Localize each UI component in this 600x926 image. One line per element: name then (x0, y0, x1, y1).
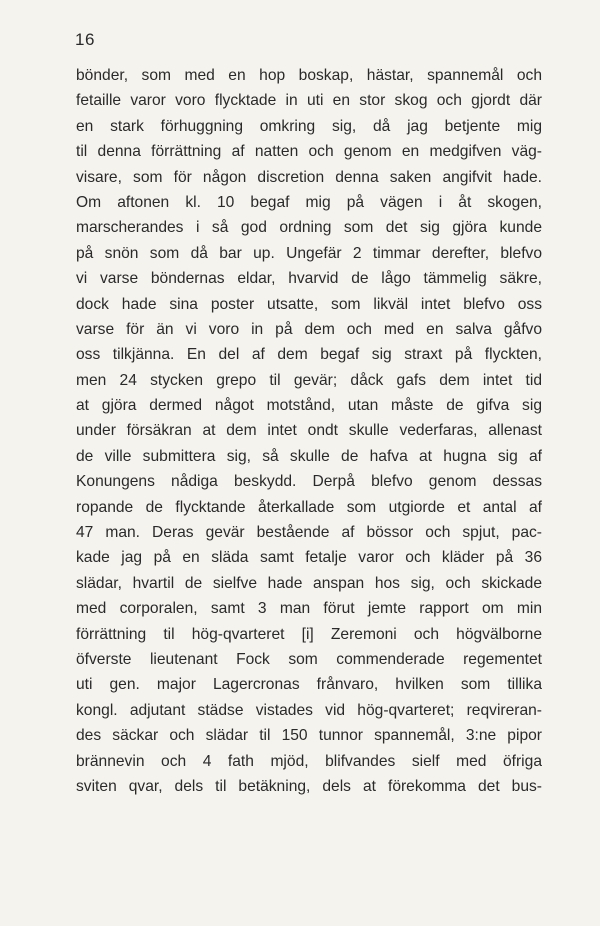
text-line: 47 man. Deras gevär bestående af bössor och spjut, pac- (76, 524, 542, 542)
text-line: at gjöra dermed något motstånd, utan måste de gifva sig (76, 397, 542, 415)
text-line: kongl. adjutant städse vistades vid hög-qvarteret; reqvireran- (76, 701, 542, 719)
text-line: på snön som då bar up. Ungefär 2 timmar derefter, blefvo (76, 244, 542, 262)
text-line: Konungens nådiga beskydd. Derpå blefvo genom dessas (76, 473, 542, 491)
text-line: varse för än vi voro in på dem och med en salva gåfvo (76, 320, 542, 338)
text-line: Om aftonen kl. 10 begaf mig på vägen i åt skogen, (76, 193, 542, 211)
text-line: bönder, som med en hop boskap, hästar, spannemål och (76, 67, 542, 84)
text-line: ropande de flycktande återkallade som utgiorde et antal af (76, 498, 542, 516)
text-line: til denna förrättning af natten och genom en medgifven väg- (76, 143, 542, 161)
text-line: uti gen. major Lagercronas frånvaro, hvilken som tillika (76, 676, 542, 694)
text-line: förrättning til hög-qvarteret [i] Zeremoni och högvälborne (76, 625, 542, 643)
text-line: marscherandes i så god ordning som det sig gjöra kunde (76, 219, 542, 237)
text-line: sviten qvar, dels til betäkning, dels at förekomma det bus- (76, 777, 542, 795)
text-line: kade jag på en släda samt fetalje varor och kläder på 36 (76, 549, 542, 567)
text-line: de ville submittera sig, så skulle de hafva at hugna sig af (76, 447, 542, 465)
text-line: en stark förhuggning omkring sig, då jag betjente mig (76, 117, 542, 135)
text-line: visare, som för någon discretion denna saken angifvit hade. (76, 168, 542, 186)
text-line: med corporalen, samt 3 man förut jemte rapport om min (76, 600, 542, 618)
text-line: slädar, hvartil de sielfve hade anspan hos sig, och skickade (76, 574, 542, 592)
page-number: 16 (75, 30, 95, 49)
text-line: dock hade sina poster utsatte, som likväl intet blefvo oss (76, 295, 542, 313)
text-line: öfverste lieutenant Fock som commenderade regementet (76, 650, 542, 668)
text-line: fetaille varor voro flycktade in uti en stor skog och gjordt där (76, 92, 542, 110)
body-text (76, 63, 542, 799)
text-line: brännevin och 4 fath mjöd, blifvandes sielf med öfriga (76, 752, 542, 770)
text-line: under försäkran at dem intet ondt skulle vederfaras, allenast (76, 422, 542, 440)
text-line: men 24 stycken grepo til gevär; dåck gafs dem intet tid (76, 371, 542, 389)
text-line: oss tilkjänna. En del af dem begaf sig straxt på flyckten, (76, 346, 542, 364)
text-line: vi varse böndernas eldar, hvarvid de lågo tämmelig säkre, (76, 270, 542, 288)
text-line: des säckar och slädar til 150 tunnor spannemål, 3:ne pipor (76, 727, 542, 745)
